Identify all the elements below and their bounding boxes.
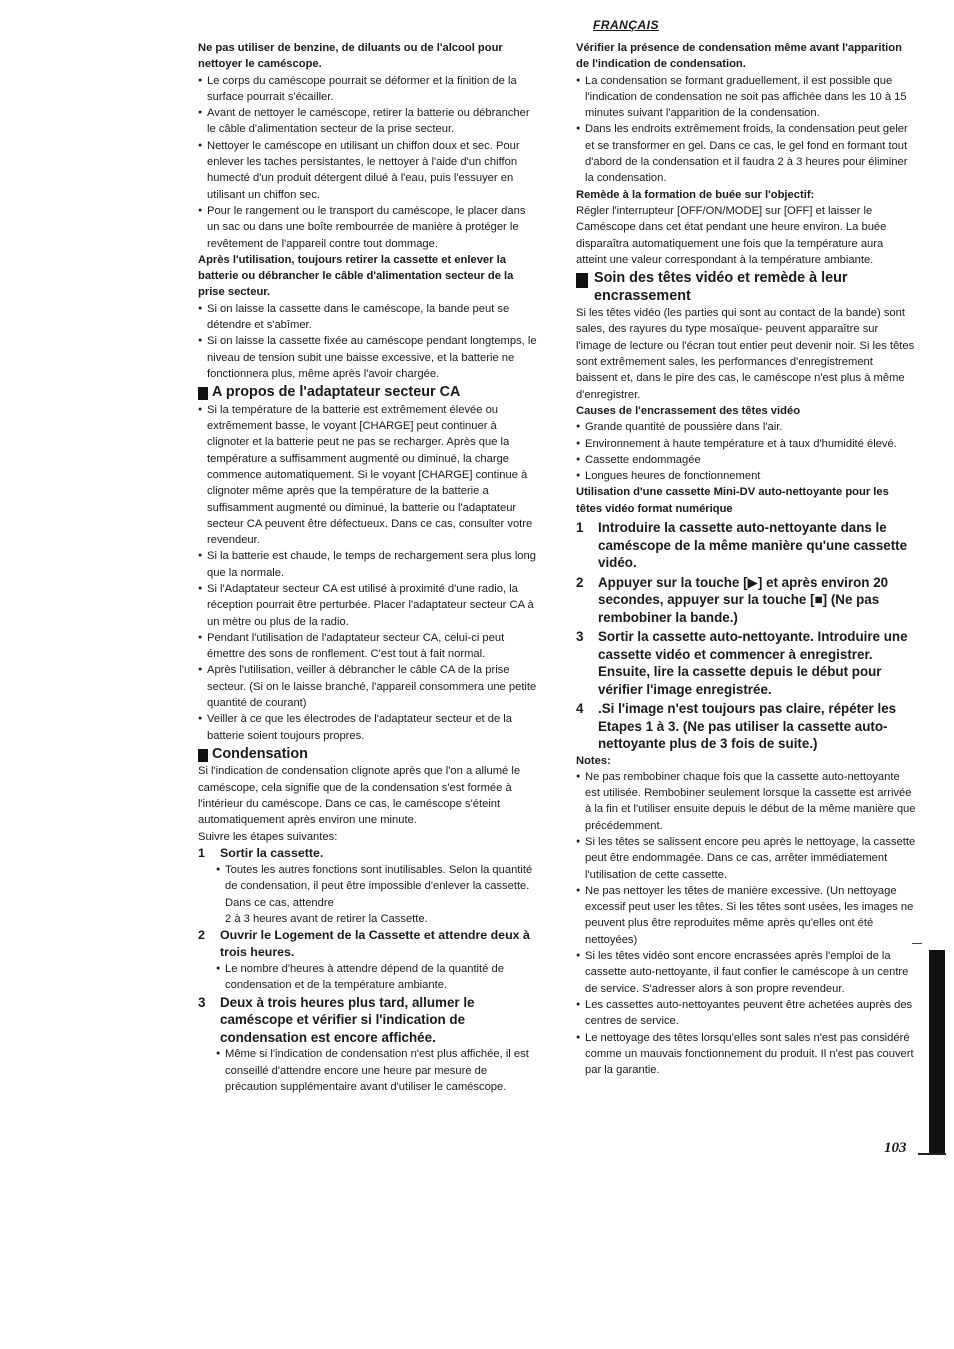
- step-number: 2: [576, 574, 584, 590]
- condensation-step-2: [198, 927, 538, 961]
- list-item: ● Pendant l'utilisation de l'adaptateur secteur CA, celui-ci peut émettre des sons de ronflement. C'est tout à fait normal.: [198, 630, 538, 663]
- fog-text: Régler l'interrupteur [OFF/ON/MODE] sur [OFF] et laisser le Caméscope dans cet état pendant une heure environ. La buée disparaîtra automatiquement une fois que la température aura atteint une valeur correspondant à la température ambiante.: [576, 204, 887, 266]
- heads-text: Si les têtes vidéo (les parties qui sont au contact de la bande) sont sales, des rayures du type mosaïque- peuvent apparaître sur l'image de lecture ou l'écran tout entier peut devenir noir. Si les têtes sont extrêmement sales, les performances d'enregistrement baissent et, dans le pire des cas, le caméscope n'est plus à même d'enregistrer.: [576, 307, 915, 401]
- usage-heading: Utilisation d'une cassette Mini-DV auto-nettoyante pour les têtes vidéo format numérique: [576, 486, 889, 515]
- step-number: 4: [576, 701, 584, 717]
- section-title-text: Soin des têtes vidéo et remède à leur encrassement: [594, 270, 848, 304]
- page-tab-underline: [918, 1153, 946, 1155]
- cleaning-warning: Ne pas utiliser de benzine, de diluants ou de l'alcool pour nettoyer le caméscope.: [198, 42, 503, 71]
- list-item: ● Si on laisse la cassette fixée au caméscope pendant longtemps, le niveau de tension subit une baisse excessive, et la batterie ne fonctionnera plus, même après l'avoir chargée.: [198, 333, 538, 382]
- condensation-step-3: [198, 994, 538, 1047]
- list-item: ● Longues heures de fonctionnement: [576, 468, 916, 484]
- notes-heading: Notes:: [576, 754, 611, 767]
- fog-heading: Remède à la formation de buée sur l'objectif:: [576, 188, 815, 201]
- condensation-intro: Si l'indication de condensation clignote après que l'on a allumé le caméscope, cela signifie que de la condensation s'est formée à l'intérieur du caméscope. Dans ce cas, le caméscope s'éteint automatiquement après environ une minute.: [198, 765, 521, 827]
- step-title: Sortir la cassette.: [220, 845, 324, 860]
- list-item: ● Si les têtes vidéo sont encore encrassées après l'emploi de la cassette auto-nettoyante, il faut confier le caméscope à un centre de service. S'adresser alors à son propre revendeur.: [576, 948, 916, 997]
- page-tab-mark: [912, 943, 922, 944]
- cleaning-step-2: [576, 574, 916, 627]
- list-item: ● Le nombre d'heures à attendre dépend de la quantité de condensation et de la température ambiante.: [216, 961, 538, 994]
- step-number: 3: [576, 629, 584, 645]
- list-item: ● Après l'utilisation, veiller à débrancher le câble CA de la prise secteur. (Si on le laisse branché, l'appareil consommera une petite quantité de courant): [198, 662, 538, 711]
- condensation-follow: Suivre les étapes suivantes:: [198, 830, 338, 843]
- list-item: ● Ne pas rembobiner chaque fois que la cassette auto-nettoyante est utilisée. Rembobiner seulement lorsque la cassette est arrivée à la fin et l'utiliser ensuite depuis le début de la même manière que précédemment.: [576, 769, 916, 834]
- step-title: Ouvrir le Logement de la Cassette et attendre deux à trois heures.: [220, 928, 530, 960]
- section-title-text: A propos de l'adaptateur secteur CA: [212, 384, 461, 401]
- list-item: ● Environnement à haute température et à taux d'humidité élevé.: [576, 436, 916, 452]
- list-item: ● La condensation se formant graduellement, il est possible que l'indication de condensation ne soit pas affichée dans les 10 à 15 minutes suivant l'apparition de la condensation.: [576, 73, 916, 122]
- step-number: 3: [198, 994, 206, 1010]
- list-item: ● Si on laisse la cassette dans le caméscope, la bande peut se détendre et s'abîmer.: [198, 301, 538, 334]
- section-square-icon: [198, 387, 208, 400]
- step-number: 1: [198, 845, 205, 860]
- list-item: ● Même si l'indication de condensation n'est plus affichée, il est conseillé d'attendre encore une heure par mesure de précaution supplémentaire avant d'utiliser le caméscope.: [216, 1046, 538, 1095]
- right-column: [576, 40, 916, 1078]
- language-label: FRANÇAIS: [593, 18, 659, 32]
- list-item: ● Veiller à ce que les électrodes de l'adaptateur secteur et de la batterie soient toujours propres.: [198, 711, 538, 744]
- step-number: 2: [198, 928, 205, 943]
- step-text: Introduire la cassette auto-nettoyante dans le caméscope de la même manière qu'une cassette vidéo.: [598, 520, 908, 571]
- list-item: ● Avant de nettoyer le caméscope, retirer la batterie ou débrancher le câble d'alimentation secteur de la prise secteur.: [198, 105, 538, 138]
- cleaning-step-4: [576, 700, 916, 753]
- list-item: ● Nettoyer le caméscope en utilisant un chiffon doux et sec. Pour enlever les taches persistantes, le nettoyer à l'aide d'un chiffon humecté d'un produit détergent dilué à l'eau, puis l'essuyer en utilisant un chiffon sec.: [198, 138, 538, 203]
- cleaning-step-3: [576, 628, 916, 698]
- list-item: ● Si la température de la batterie est extrêmement élevée ou extrêmement basse, le voyant [CHARGE] peut continuer à clignoter et la batterie peut ne pas se recharger. Après que la température a suffisamment augmenté ou diminué, la charge commence automatiquement. Si le voyant [CHARGE] continue à clignoter même après que la température de la batterie a suffisamment augmenté ou diminué, la batterie ou l'adaptateur secteur CA peuvent être défectueux. Dans ce cas, consulter votre revendeur.: [198, 402, 538, 549]
- list-item: ● Si l'Adaptateur secteur CA est utilisé à proximité d'une radio, la réception pourrait être perturbée. Placer l'adaptateur secteur CA à un mètre ou plus de la radio.: [198, 581, 538, 630]
- list-item: ● Pour le rangement ou le transport du caméscope, le placer dans un sac ou dans une boîte rembourrée de manière à protéger le revêtement de l'appareil contre tout dommage.: [198, 203, 538, 252]
- page-edge-tab: [929, 950, 945, 1154]
- adapter-section-title: [198, 384, 538, 402]
- verify-heading: Vérifier la présence de condensation même avant l'apparition de l'indication de condensation.: [576, 42, 902, 71]
- heads-section-title: [576, 270, 916, 305]
- list-item: ● Les cassettes auto-nettoyantes peuvent être achetées auprès des centres de service.: [576, 997, 916, 1030]
- list-item: ● Grande quantité de poussière dans l'air.: [576, 419, 916, 435]
- step-text: Appuyer sur la touche [▶] et après environ 20 secondes, appuyer sur la touche [■] (Ne pas rembobiner la bande.): [598, 574, 889, 625]
- list-item: ● Si les têtes se salissent encore peu après le nettoyage, la cassette peut être endommagée. Dans ce cas, arrêter immédiatement l'utilisation de cette cassette.: [576, 834, 916, 883]
- after-use-heading: Après l'utilisation, toujours retirer la cassette et enlever la batterie ou débrancher le câble d'alimentation secteur de la prise secteur.: [198, 253, 514, 299]
- list-item: ● Le nettoyage des têtes lorsqu'elles sont sales n'est pas considéré comme un mauvais fonctionnement du produit. Il n'est pas couvert par la garantie.: [576, 1030, 916, 1079]
- section-square-icon: [198, 749, 208, 762]
- section-square-icon: [576, 273, 588, 288]
- list-item: ● Le corps du caméscope pourrait se déformer et la finition de la surface pourrait s'écailler.: [198, 73, 538, 106]
- left-column: [198, 40, 538, 1095]
- step-extra: 2 à 3 heures avant de retirer la Cassette.: [225, 912, 428, 925]
- step-text: .Si l'image n'est toujours pas claire, répéter les Etapes 1 à 3. (Ne pas utiliser la cassette auto-nettoyante plus de 3 fois de suite.): [598, 701, 897, 752]
- list-item: ● Dans les endroits extrêmement froids, la condensation peut geler et se transformer en gel. Dans ce cas, le gel fond en formant tout d'abord de la condensation et il faudra 2 à 3 heures pour éliminer la condensation.: [576, 121, 916, 186]
- list-item: ● Toutes les autres fonctions sont inutilisables. Selon la quantité de condensation, il peut être impossible d'enlever la cassette. Dans ce cas, attendre: [216, 862, 538, 911]
- list-item: ● Cassette endommagée: [576, 452, 916, 468]
- list-item: ● Si la batterie est chaude, le temps de rechargement sera plus long que la normale.: [198, 548, 538, 581]
- page-number: 103: [884, 1140, 907, 1156]
- causes-heading: Causes de l'encrassement des têtes vidéo: [576, 404, 801, 417]
- condensation-section-title: [198, 746, 538, 764]
- list-item: ● Ne pas nettoyer les têtes de manière excessive. (Un nettoyage excessif peut user les têtes. Si les têtes sont usées, les images ne peuvent plus être reproduites même après qu'elles ont été nettoyées): [576, 883, 916, 948]
- section-title-text: Condensation: [212, 745, 308, 762]
- step-text: Sortir la cassette auto-nettoyante. Introduire une cassette vidéo et commencer à enregistrer. Ensuite, lire la cassette depuis le début pour vérifier l'image enregistrée.: [598, 629, 908, 697]
- step-title: Deux à trois heures plus tard, allumer le caméscope et vérifier si l'indication de condensation est encore affichée.: [220, 994, 475, 1045]
- condensation-step-1: [198, 845, 538, 862]
- step-number: 1: [576, 520, 584, 536]
- cleaning-step-1: [576, 519, 916, 572]
